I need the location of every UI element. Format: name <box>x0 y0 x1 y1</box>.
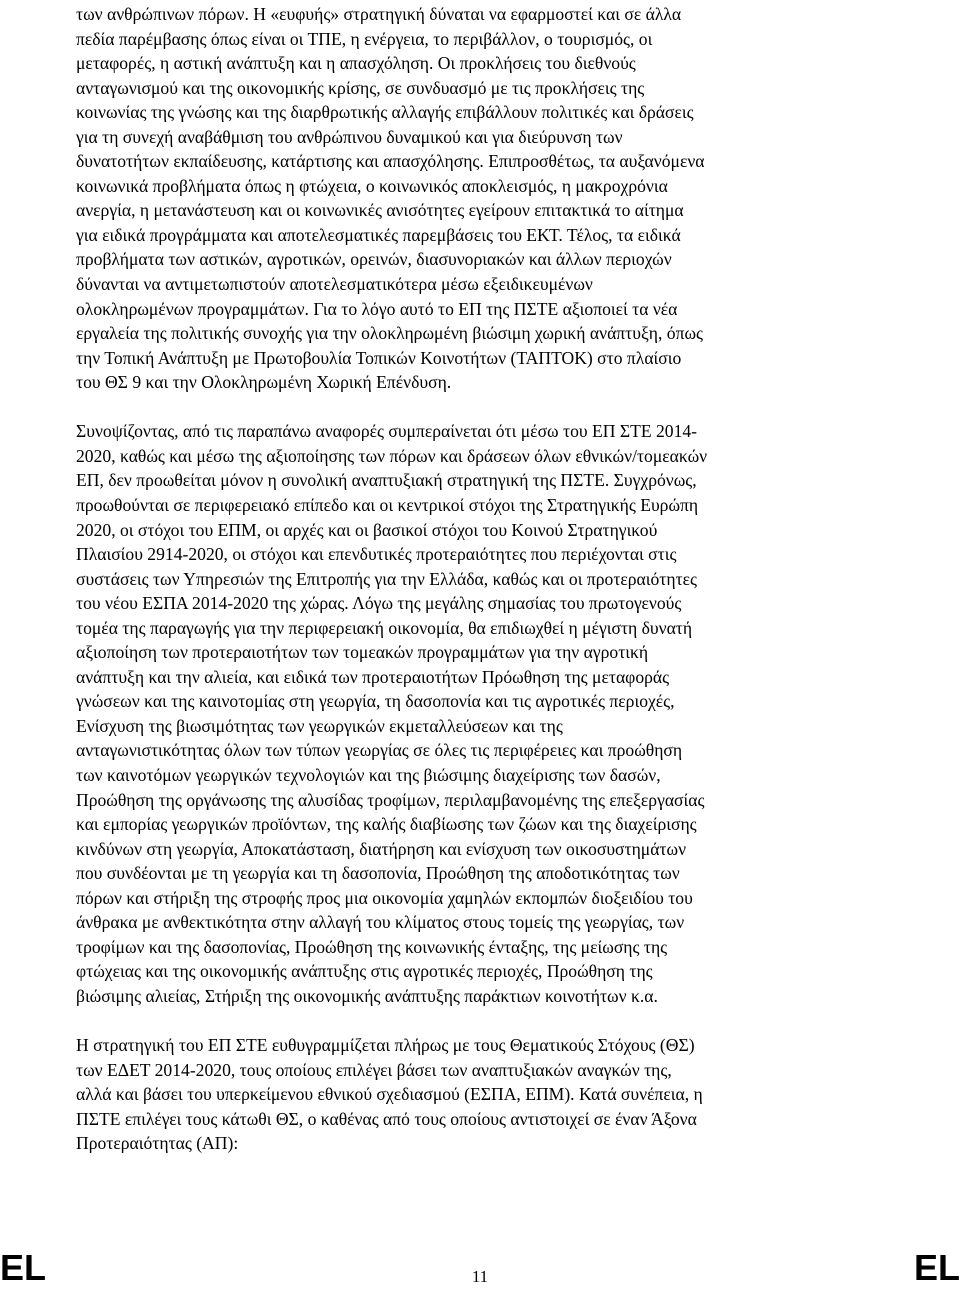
text-line: γνώσεων και της καινοτομίας στη γεωργία, τη δασοπονία και τις αγροτικές περιοχές, <box>76 691 675 712</box>
text-line: ολοκληρωμένων προγραμμάτων. Για το λόγο αυτό το ΕΠ της ΠΣΤΕ αξιοποιεί τα νέα <box>76 298 678 319</box>
text-line: ανάπτυξη και την αλιεία, και ειδικά των προτεραιοτήτων Πρόωθηση της μεταφοράς <box>76 666 670 687</box>
text-line: δύνανται να αντιμετωπιστούν αποτελεσματικότερα μέσω εξειδικευμένων <box>76 274 593 295</box>
text-line: ανταγωνιστικότητας όλων των τύπων γεωργίας σε όλες τις περιφέρειες και προώθηση <box>76 740 683 761</box>
text-line: Συνοψίζοντας, από τις παραπάνω αναφορές συμπεραίνεται ότι μέσω του ΕΠ ΣΤΕ 2014- <box>76 421 698 442</box>
footer-language-left: EL <box>0 1247 47 1288</box>
text-line: των ανθρώπινων πόρων. Η «ευφυής» στρατηγική δύναται να εφαρμοστεί και σε άλλα <box>76 4 682 24</box>
text-line: Πλαισίου 2914-2020, οι στόχοι και επενδυτικές προτεραιότητες που περιέχονται στις <box>76 544 677 565</box>
text-line: αλλά και βάσει του υπερκείμενου εθνικού σχεδιασμού (ΕΣΠΑ, ΕΠΜ). Κατά συνέπεια, η <box>76 1084 703 1105</box>
text-line: κοινωνίας της γνώσης και της διαρθρωτικής αλλαγής επιβάλλουν πολιτικές και δράσεις <box>76 102 694 123</box>
paragraph-3 <box>76 1033 846 1156</box>
text-line: ΕΠ, δεν προωθείται μόνον η συνολική αναπτυξιακή στρατηγική της ΠΣΤΕ. Συγχρόνως, <box>76 470 697 491</box>
text-line: άνθρακα με ανθεκτικότητα στην αλλαγή του κλίματος στους τομείς της γεωργίας, των <box>76 912 685 933</box>
text-line: Προτεραιότητας (ΑΠ): <box>76 1133 239 1154</box>
text-line: Η στρατηγική του ΕΠ ΣΤΕ ευθυγραμμίζεται πλήρως με τους Θεματικούς Στόχους (ΘΣ) <box>76 1035 695 1056</box>
text-line: φτώχειας και της οικονομικής ανάπτυξης στις αγροτικές περιοχές, Προώθηση της <box>76 961 653 982</box>
text-line: του νέου ΕΣΠΑ 2014-2020 της χώρας. Λόγω της μεγάλης σημασίας του πρωτογενούς <box>76 593 682 614</box>
paragraph-2 <box>76 419 846 1008</box>
text-line: κινδύνων στη γεωργία, Αποκατάσταση, διατήρηση και ενίσχυση των οικοσυστημάτων <box>76 838 687 859</box>
text-line: βιώσιμης αλιείας, Στήριξη της οικονομικής ανάπτυξης παράκτιων κοινοτήτων κ.α. <box>76 985 658 1006</box>
text-line: κοινωνικά προβλήματα όπως η φτώχεια, ο κοινωνικός αποκλεισμός, η μακροχρόνια <box>76 175 668 196</box>
paragraph-1 <box>76 2 846 395</box>
text-line: των ΕΔΕΤ 2014-2020, τους οποίους επιλέγει βάσει των αναπτυξιακών αναγκών της, <box>76 1059 672 1080</box>
text-line: πεδία παρέμβασης όπως είναι οι ΤΠΕ, η ενέργεια, το περιβάλλον, ο τουρισμός, οι <box>76 28 653 49</box>
text-line: τροφίμων και της δασοπονίας, Προώθηση της κοινωνικής ένταξης, της μείωσης της <box>76 936 668 957</box>
text-line: και εμπορίας γεωργικών προϊόντων, της καλής διαβίωσης των ζώων και της διαχείρισης <box>76 814 697 835</box>
text-line: Ενίσχυση της βιωσιμότητας των γεωργικών εκμεταλλεύσεων και της <box>76 715 563 736</box>
text-line: του ΘΣ 9 και την Ολοκληρωμένη Χωρική Επένδυση. <box>76 372 452 393</box>
footer-language-right: EL <box>913 1247 960 1288</box>
text-line: προωθούνται σε περιφερειακό επίπεδο και οι κεντρικοί στόχοι της Στρατηγικής Ευρώπη <box>76 494 699 515</box>
text-line: για ειδικά προγράμματα και αποτελεσματικές παρεμβάσεις του ΕΚΤ. Τέλος, τα ειδικά <box>76 224 681 245</box>
text-line: των καινοτόμων γεωργικών τεχνολογιών και της βιώσιμης διαχείρισης των δασών, <box>76 765 661 785</box>
document-body <box>76 0 846 1156</box>
paragraph-spacer <box>76 395 846 420</box>
text-line: συστάσεις των Υπηρεσιών της Επιτροπής για την Ελλάδα, καθώς και οι προτεραιότητες <box>76 568 698 589</box>
text-line: ανεργία, η μετανάστευση και οι κοινωνικές ανισότητες εγείρουν επιτακτικά το αίτημα <box>76 200 684 221</box>
text-line: την Τοπική Ανάπτυξη με Πρωτοβουλία Τοπικών Κοινοτήτων (ΤΑΠΤΟΚ) στο πλαίσιο <box>76 347 682 368</box>
text-line: Προώθηση της οργάνωσης της αλυσίδας τροφίμων, περιλαμβανομένης της επεξεργασίας <box>76 789 705 810</box>
text-line: δυνατοτήτων εκπαίδευσης, κατάρτισης και απασχόλησης. Επιπροσθέτως, τα αυξανόμενα <box>76 151 705 172</box>
text-line: 2020, καθώς και μέσω της αξιοποίησης των πόρων και δράσεων όλων εθνικών/τομεακών <box>76 445 708 466</box>
text-line: ΠΣΤΕ επιλέγει τους κάτωθι ΘΣ, ο καθένας από τους οποίους αντιστοιχεί σε έναν Άξονα <box>76 1108 697 1129</box>
text-line: προβλήματα των αστικών, αγροτικών, ορεινών, διασυνοριακών και άλλων περιοχών <box>76 249 672 270</box>
text-line: που συνδέονται με τη γεωργία και τη δασοπονία, Προώθηση της αποδοτικότητας των <box>76 863 680 884</box>
text-line: ανταγωνισμού και της οικονομικής κρίσης, σε συνδυασμό με τις προκλήσεις της <box>76 77 645 98</box>
text-line: τομέα της παραγωγής για την περιφερειακή οικονομία, θα επιδιωχθεί η μέγιστη δυνατή <box>76 617 693 638</box>
text-line: αξιοποίηση των προτεραιοτήτων των τομεακών προγραμμάτων για την αγροτική <box>76 642 649 663</box>
text-line: πόρων και στήριξη της στροφής προς μια οικονομία χαμηλών εκπομπών διοξειδίου του <box>76 887 693 908</box>
text-line: μεταφορές, η αστική ανάπτυξη και η απασχόληση. Οι προκλήσεις του διεθνούς <box>76 53 636 74</box>
text-line: για τη συνεχή αναβάθμιση του ανθρώπινου δυναμικού και για διεύρυνση των <box>76 126 623 147</box>
text-line: 2020, οι στόχοι του ΕΠΜ, οι αρχές και οι βασικοί στόχοι του Κοινού Στρατηγικού <box>76 519 658 540</box>
page-number: 11 <box>471 1267 489 1286</box>
paragraph-spacer <box>76 1008 846 1033</box>
text-line: εργαλεία της πολιτικής συνοχής για την ολοκληρωμένη βιώσιμη χωρική ανάπτυξη, όπως <box>76 323 704 344</box>
